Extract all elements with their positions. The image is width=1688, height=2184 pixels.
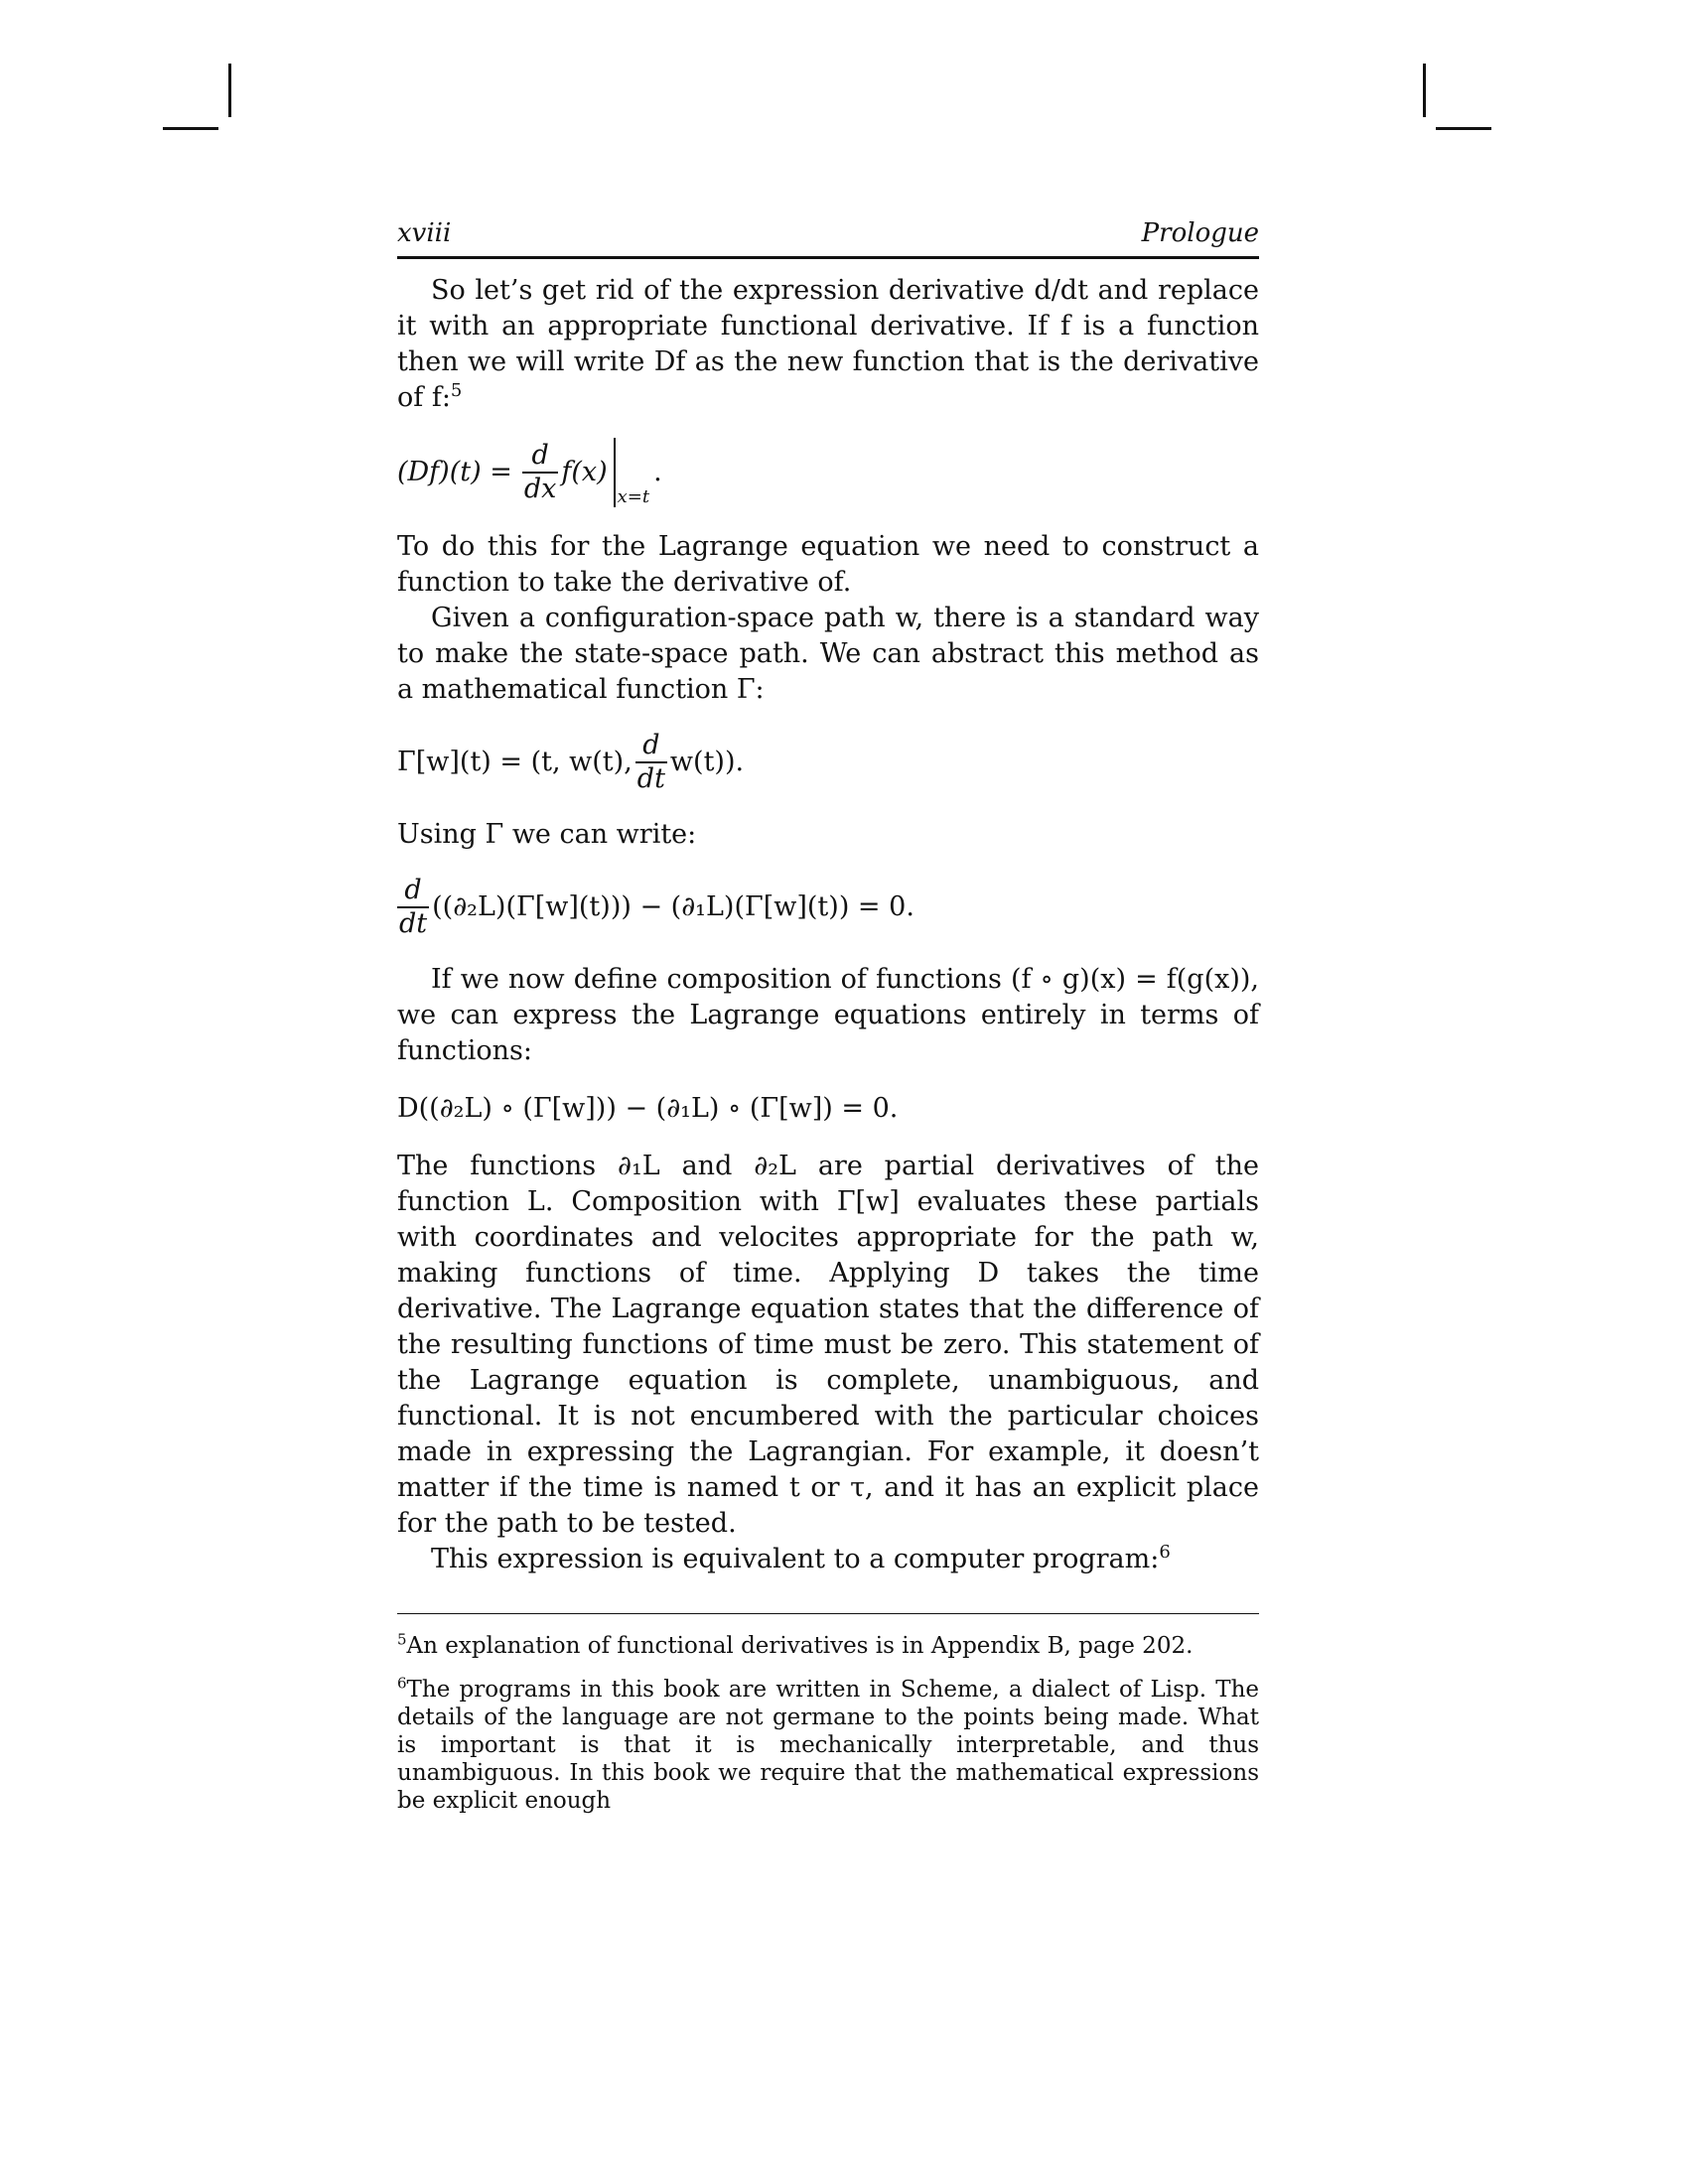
fraction-denominator: dt bbox=[399, 908, 428, 939]
footnote-mark: 6 bbox=[397, 1674, 407, 1693]
equation-1-period: . bbox=[653, 457, 662, 487]
footnote-mark: 5 bbox=[397, 1630, 407, 1649]
crop-mark-top-right-horizontal bbox=[1436, 127, 1491, 130]
footnotes bbox=[397, 1632, 1259, 1815]
paragraph-5: If we now define composition of functions (f ∘ g)(x) = f(g(x)), we can express the Lagrange equations entirely in terms of functions: bbox=[397, 964, 1259, 1066]
footnote-5 bbox=[397, 1632, 1259, 1660]
equation-2 bbox=[397, 730, 1259, 795]
paragraph-1-text: So let’s get rid of the expression derivative d/dt and replace it with an appropriate functional derivative. If f is a function then we will write Df as the new function that is the derivative of f: bbox=[397, 275, 1259, 413]
equation-3-rest: ((∂₂L)(Γ[w](t))) − (∂₁L)(Γ[w](t)) = 0. bbox=[432, 891, 914, 922]
fraction-denominator: dt bbox=[636, 763, 665, 794]
fraction-d-dx bbox=[522, 440, 559, 505]
fraction-denominator: dx bbox=[523, 474, 557, 504]
crop-mark-top-left-vertical bbox=[228, 64, 231, 117]
evaluation-point: x=t bbox=[617, 486, 650, 507]
equation-4 bbox=[397, 1091, 1259, 1127]
paragraph-1 bbox=[397, 273, 1259, 416]
footnote-ref-5[interactable]: 5 bbox=[450, 380, 463, 401]
crop-mark-top-left-horizontal bbox=[163, 127, 218, 130]
main-text bbox=[397, 273, 1259, 1577]
footnote-text: The programs in this book are written in Scheme, a dialect of Lisp. The details of the language are not germane to the points being made. What is important is that it is mechanically interpretable, and thus unambiguous. In this book we require that the mathematical expressions be explicit enough bbox=[397, 1677, 1259, 1814]
fraction-numerator: d bbox=[531, 440, 549, 471]
footnote-text: An explanation of functional derivatives is in Appendix B, page 202. bbox=[406, 1633, 1194, 1659]
running-title: Prologue bbox=[1141, 218, 1259, 248]
paragraph-6: The functions ∂₁L and ∂₂L are partial derivatives of the function L. Composition with Γ[w] evaluates these partials with coordinates and velocites appropriate for the path w, making functions of time. Applying D takes the time derivative. The Lagrange equation states that the difference of the resulting functions of time must be zero. This statement of the Lagrange equation is complete, unambiguous, and functional. It is not encumbered with the particular choices made in expressing the Lagrangian. For example, it doesn’t matter if the time is named t or τ, and it has an explicit place for the path to be tested. bbox=[397, 1151, 1259, 1539]
paragraph-7-text: This expression is equivalent to a computer program: bbox=[431, 1544, 1160, 1574]
fraction-numerator: d bbox=[642, 730, 660, 760]
equation-4-text: D((∂₂L) ∘ (Γ[w])) − (∂₁L) ∘ (Γ[w]) = 0. bbox=[397, 1093, 899, 1124]
paragraph-3: Given a configuration-space path w, there is a standard way to make the state-space path. We can abstract this method as a mathematical function Γ: bbox=[397, 603, 1259, 705]
footnote-6 bbox=[397, 1676, 1259, 1815]
equation-1 bbox=[397, 438, 1259, 507]
equation-2-rest: w(t)). bbox=[669, 747, 745, 777]
crop-mark-top-right-vertical bbox=[1423, 64, 1426, 117]
equation-3 bbox=[397, 875, 1259, 940]
equation-2-lhs: Γ[w](t) = (t, w(t), bbox=[397, 747, 633, 777]
fraction-numerator: d bbox=[404, 875, 422, 905]
paragraph-2: To do this for the Lagrange equation we need to construct a function to take the derivative of. bbox=[397, 531, 1259, 598]
running-header bbox=[397, 218, 1259, 259]
evaluation-bar bbox=[614, 438, 649, 507]
equation-1-lhs: (Df)(t) = bbox=[397, 457, 512, 487]
paragraph-7 bbox=[397, 1542, 1259, 1577]
equation-1-function: f(x) bbox=[561, 457, 608, 487]
fraction-d-dt bbox=[635, 730, 667, 795]
page-number: xviii bbox=[397, 218, 452, 248]
paragraph-4: Using Γ we can write: bbox=[397, 819, 697, 850]
footnote-ref-6[interactable]: 6 bbox=[1159, 1542, 1171, 1563]
page bbox=[397, 218, 1259, 1831]
footnote-rule bbox=[397, 1613, 1259, 1614]
fraction-d-dt bbox=[397, 875, 429, 940]
